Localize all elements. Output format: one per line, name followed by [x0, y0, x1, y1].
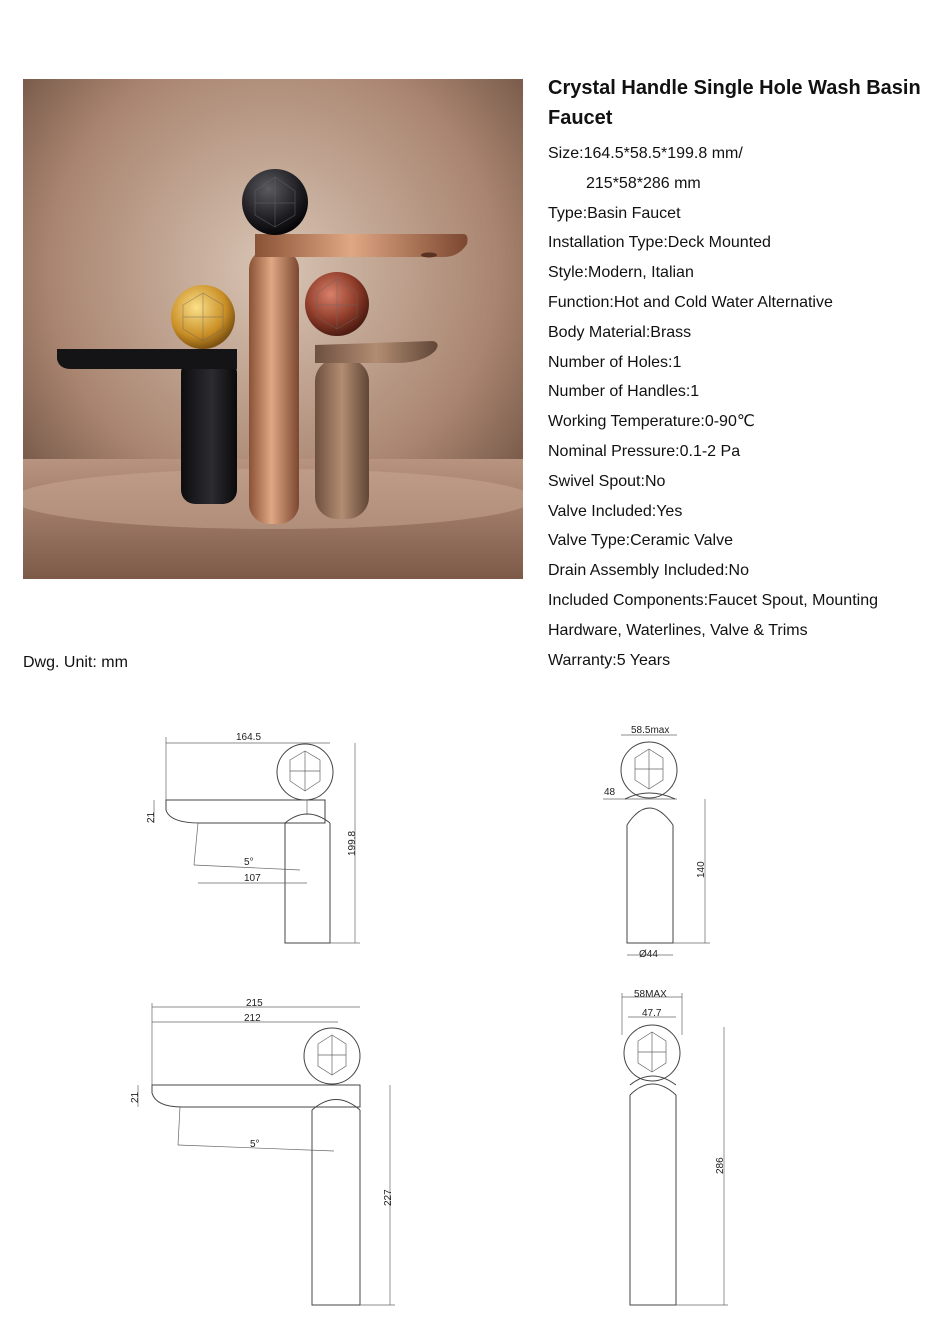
dim-body: 140	[696, 861, 707, 878]
spec-valve-included: Valve Included:Yes	[548, 502, 683, 520]
drawing-small-side	[140, 725, 380, 955]
dim-height: 199.8	[347, 830, 358, 856]
dim-base: Ø44	[639, 949, 658, 960]
spec-drain: Drain Assembly Included:No	[548, 562, 749, 580]
dim-reach: 107	[244, 873, 261, 884]
spec-valve-type: Valve Type:Ceramic Valve	[548, 532, 733, 550]
spec-installation: Installation Type:Deck Mounted	[548, 234, 771, 252]
spec-components-cont: Hardware, Waterlines, Valve & Trims	[548, 621, 808, 639]
dim-tall-angle: 5°	[250, 1139, 260, 1150]
spec-warranty: Warranty:5 Years	[548, 651, 671, 669]
spec-temperature: Working Temperature:0-90℃	[548, 413, 755, 431]
spec-style: Style:Modern, Italian	[548, 264, 694, 282]
dim-width: 164.5	[236, 732, 262, 743]
dim-tall-reach: 212	[244, 1013, 261, 1024]
dim-tall-body: 227	[383, 1189, 394, 1206]
dim-spout: 21	[146, 811, 157, 823]
drawing-unit-label: Dwg. Unit: mm	[23, 654, 128, 671]
spec-handles: Number of Handles:1	[548, 383, 700, 401]
dim-ball: 47.7	[642, 1008, 662, 1019]
dim-offset: 48	[604, 787, 616, 798]
spec-list	[548, 139, 928, 675]
spec-swivel: Swivel Spout:No	[548, 472, 666, 490]
dim-handle: 58.5max	[631, 725, 670, 736]
spec-components: Included Components:Faucet Spout, Mounting	[548, 591, 878, 609]
drawing-tall-side	[120, 995, 410, 1315]
spec-holes: Number of Holes:1	[548, 353, 682, 371]
dim-overall: 215	[246, 998, 263, 1009]
spec-size: Size:164.5*58.5*199.8 mm/	[548, 145, 743, 162]
dim-angle: 5°	[244, 857, 254, 868]
product-photo	[23, 79, 523, 579]
spec-size-alt: 215*58*286 mm	[586, 174, 701, 192]
dim-tall-height: 286	[715, 1157, 726, 1174]
dim-tall-spout: 21	[130, 1091, 141, 1103]
spec-pressure: Nominal Pressure:0.1-2 Pa	[548, 442, 741, 460]
product-title: Crystal Handle Single Hole Wash Basin Faucet	[548, 77, 921, 129]
spec-function: Function:Hot and Cold Water Alternative	[548, 293, 833, 311]
drawing-small-front	[595, 725, 735, 965]
drawing-tall-front	[600, 985, 750, 1315]
spec-material: Body Material:Brass	[548, 323, 692, 341]
dim-tall-handle: 58MAX	[634, 989, 667, 1000]
spec-type: Type:Basin Faucet	[548, 204, 681, 222]
